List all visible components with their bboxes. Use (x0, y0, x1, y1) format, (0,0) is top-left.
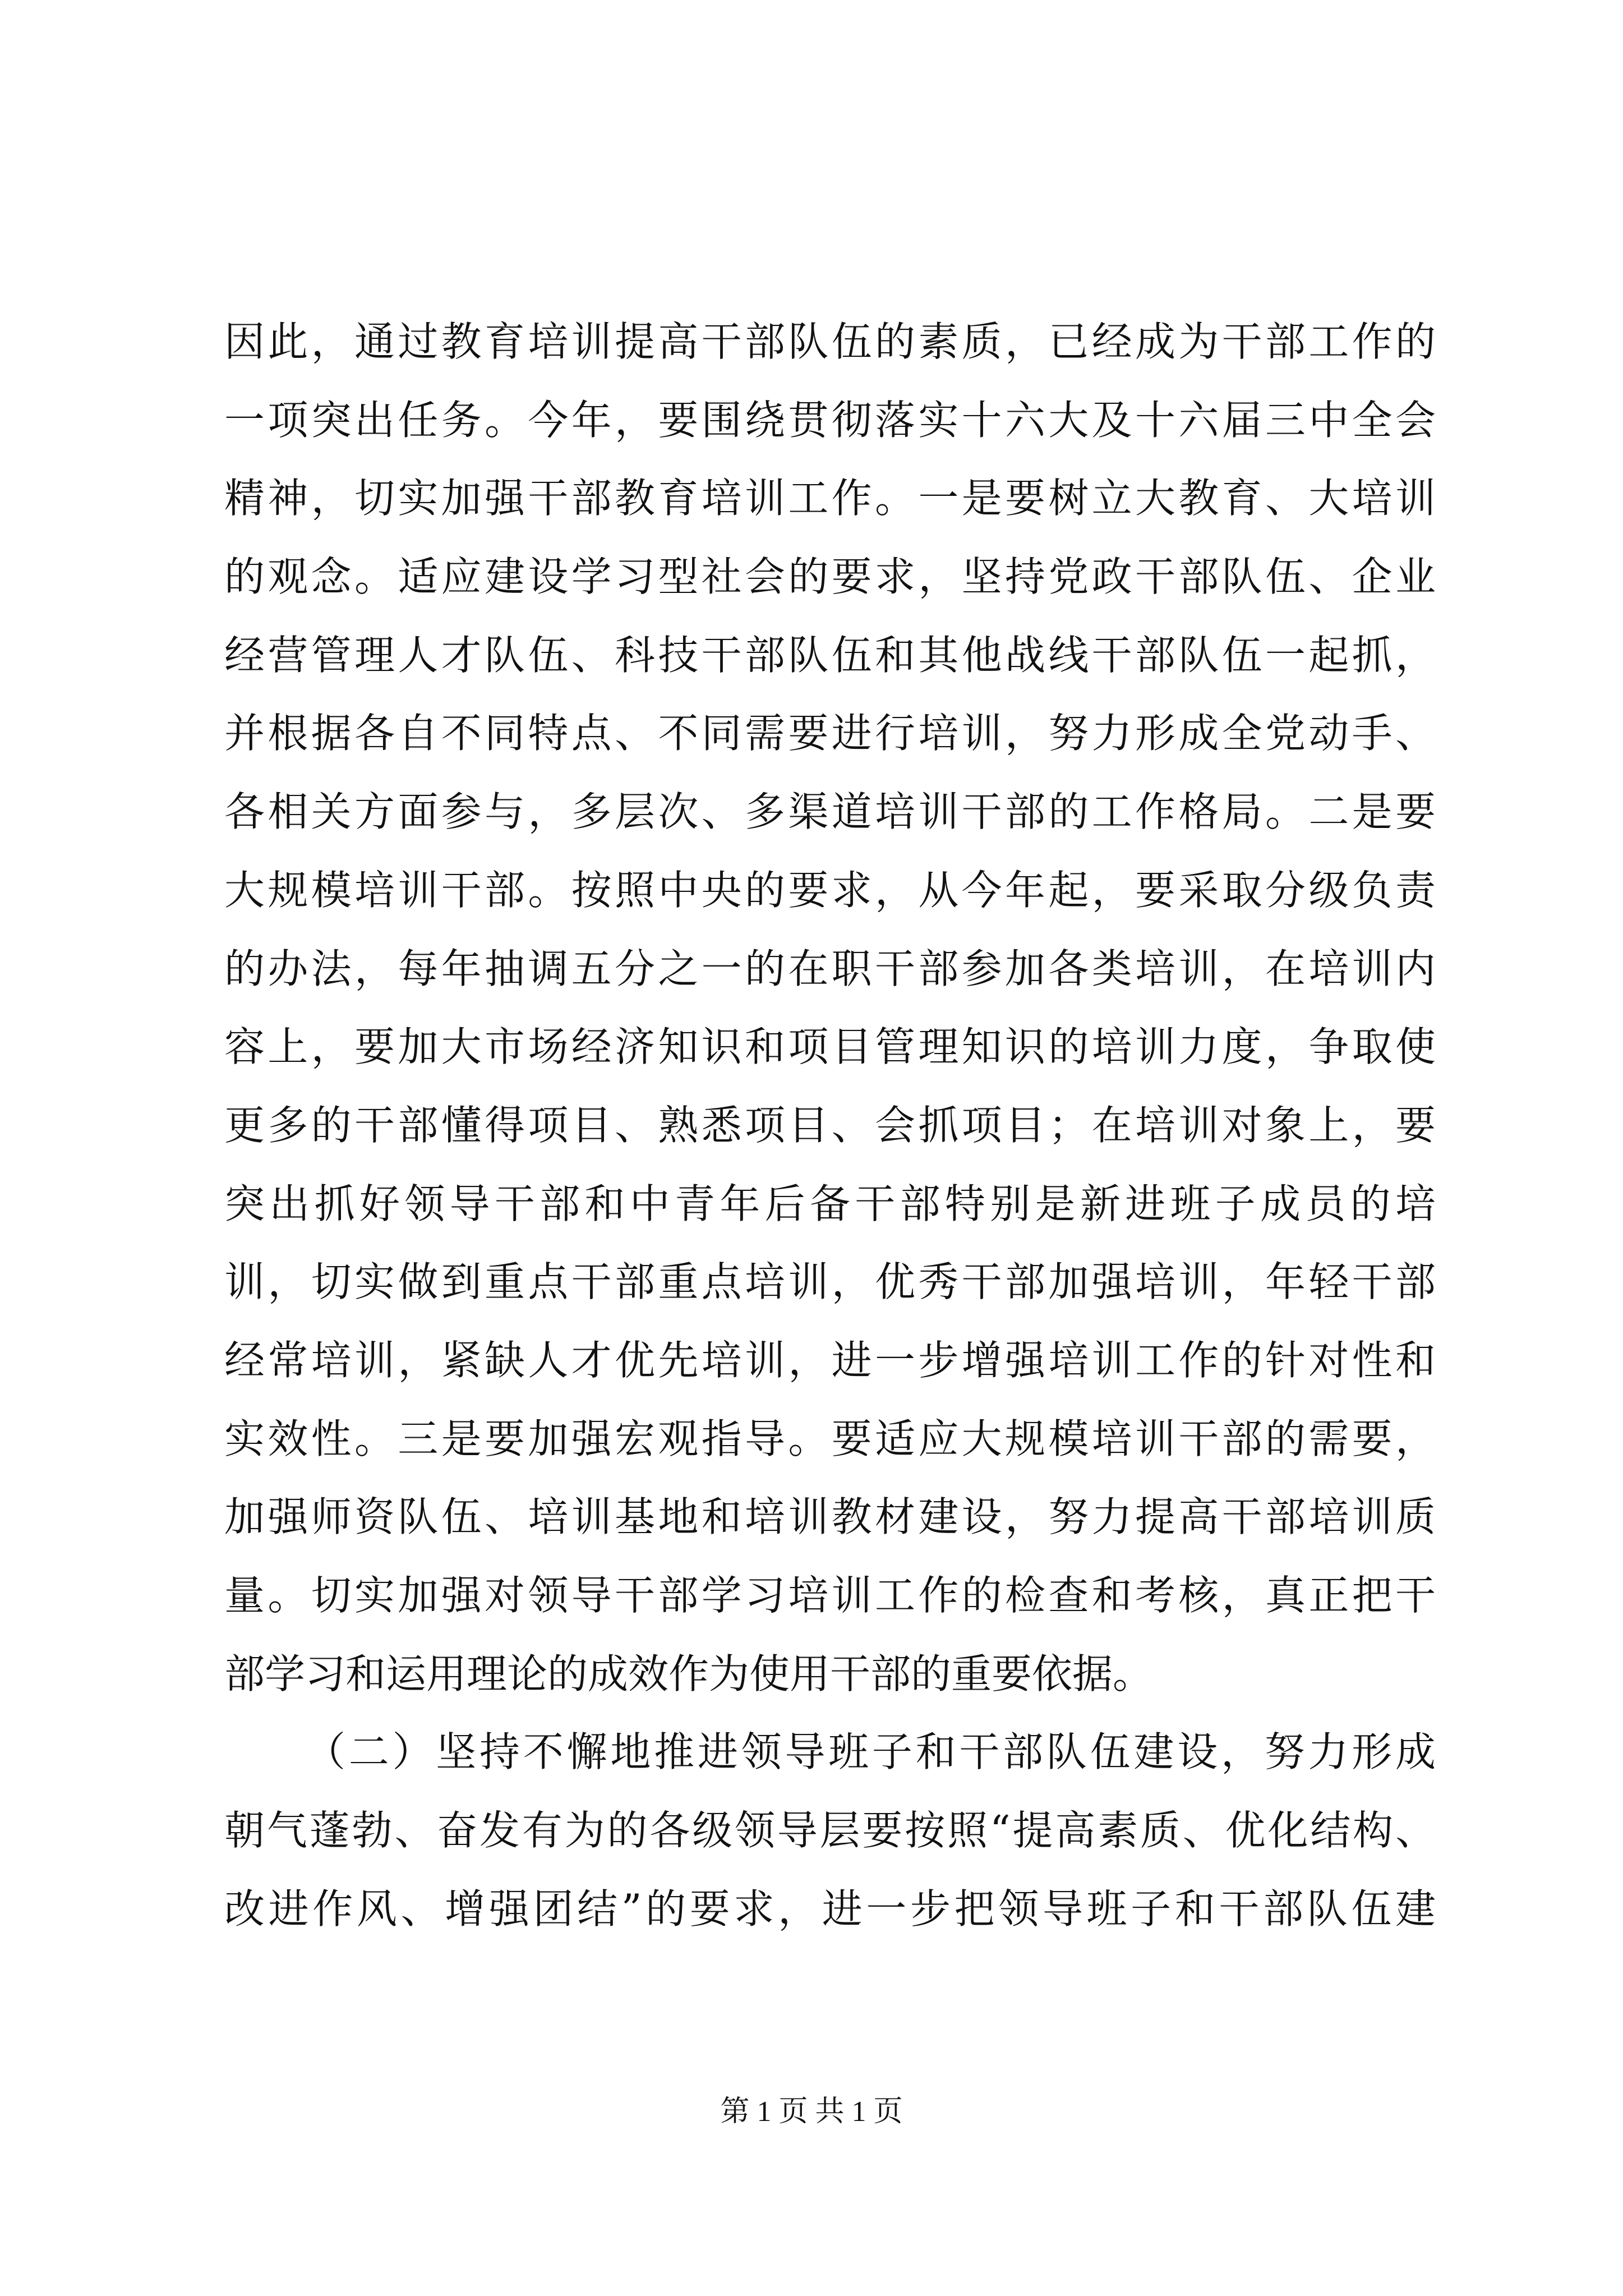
text-line: 突出抓好领导干部和中青年后备干部特别是新进班子成员的培 (224, 1180, 1436, 1227)
text-line: 的观念。适应建设学习型社会的要求，坚持党政干部队伍、企业 (224, 553, 1436, 601)
text-line: 因此，通过教育培训提高干部队伍的素质，已经成为干部工作的 (224, 318, 1436, 365)
paragraph-2 (224, 1713, 1436, 1948)
text-line: 经营管理人才队伍、科技干部队伍和其他战线干部队伍一起抓， (224, 631, 1436, 679)
text-line: 的办法，每年抽调五分之一的在职干部参加各类培训，在培训内 (224, 945, 1436, 992)
text-line: 量。切实加强对领导干部学习培训工作的检查和考核，真正把干 (224, 1572, 1436, 1619)
text-line: 训，切实做到重点干部重点培训，优秀干部加强培训，年轻干部 (224, 1258, 1436, 1306)
text-line: 改进作风、增强团结”的要求，进一步把领导班子和干部队伍建 (224, 1885, 1436, 1932)
text-line: 精神，切实加强干部教育培训工作。一是要树立大教育、大培训 (224, 475, 1436, 522)
page-number-footer: 第 1 页 共 1 页 (720, 2096, 903, 2128)
text-line: 经常培训，紧缺人才优先培训，进一步增强培训工作的针对性和 (224, 1336, 1436, 1384)
text-line: 一项突出任务。今年，要围绕贯彻落实十六大及十六届三中全会 (224, 396, 1436, 444)
text-line: 朝气蓬勃、奋发有为的各级领导层要按照“提高素质、优化结构、 (224, 1807, 1436, 1855)
text-line: 各相关方面参与，多层次、多渠道培训干部的工作格局。二是要 (224, 788, 1436, 836)
document-body (224, 303, 1436, 1948)
text-line: 实效性。三是要加强宏观指导。要适应大规模培训干部的需要， (224, 1415, 1436, 1462)
text-line: 大规模培训干部。按照中央的要求，从今年起，要采取分级负责 (224, 866, 1436, 914)
paragraph-1 (224, 303, 1436, 1713)
text-line: 容上，要加大市场经济知识和项目管理知识的培训力度，争取使 (224, 1023, 1436, 1071)
text-line: 更多的干部懂得项目、熟悉项目、会抓项目；在培训对象上，要 (224, 1101, 1436, 1149)
text-line: 并根据各自不同特点、不同需要进行培训，努力形成全党动手、 (224, 710, 1436, 757)
text-line: 部学习和运用理论的成效作为使用干部的重要依据。 (224, 1650, 1154, 1697)
text-line: 加强师资队伍、培训基地和培训教材建设，努力提高干部培训质 (224, 1493, 1436, 1541)
text-line: （二）坚持不懈地推进领导班子和干部队伍建设，努力形成 (305, 1728, 1436, 1776)
